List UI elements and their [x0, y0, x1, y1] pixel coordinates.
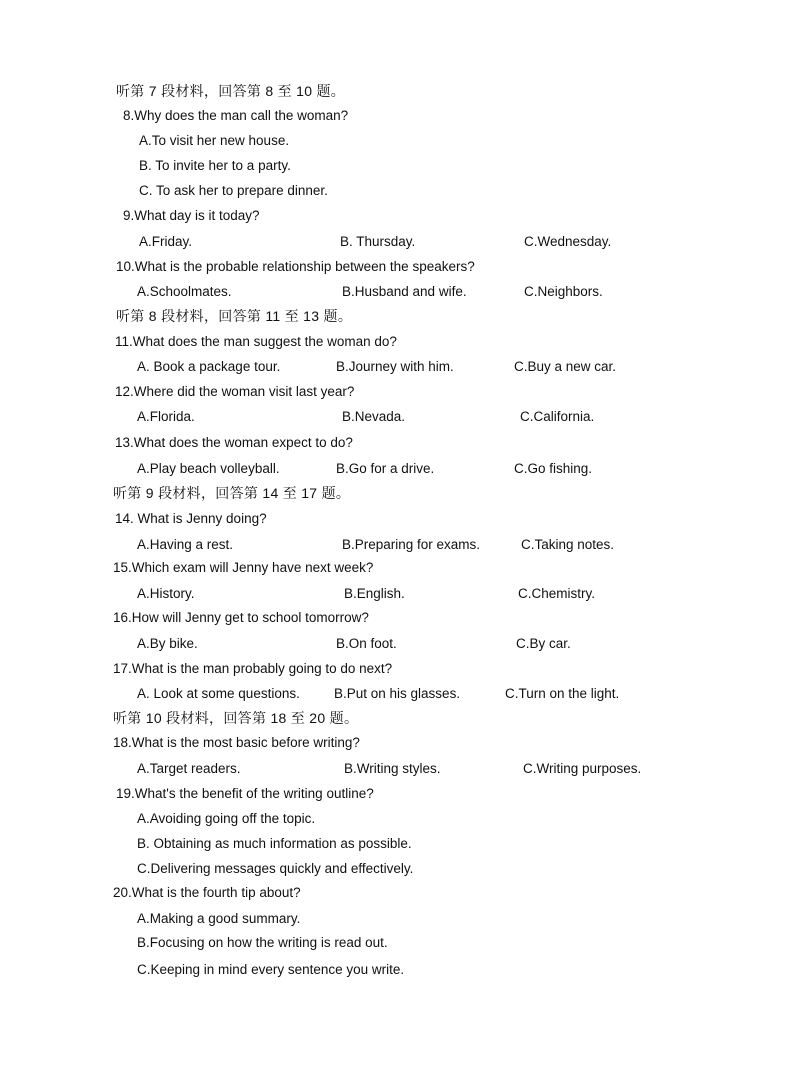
option-10b: B.Husband and wife. — [342, 284, 467, 299]
option-13a: A.Play beach volleyball. — [137, 461, 280, 476]
option-9a: A.Friday. — [139, 234, 193, 249]
option-19b: B. Obtaining as much information as possible. — [137, 836, 412, 851]
option-16b: B.On foot. — [336, 636, 397, 651]
option-20b: B.Focusing on how the writing is read out. — [137, 935, 388, 950]
section-heading: 听第 8 段材料，回答第 11 至 13 题。 — [116, 308, 353, 324]
option-8a: A.To visit her new house. — [139, 133, 290, 148]
option-11b: B.Journey with him. — [336, 359, 454, 374]
option-17c: C.Turn on the light. — [505, 686, 620, 701]
option-10a: A.Schoolmates. — [137, 284, 232, 299]
question-14: 14. What is Jenny doing? — [115, 511, 267, 526]
option-17b: B.Put on his glasses. — [334, 686, 461, 701]
question-20: 20.What is the fourth tip about? — [113, 885, 301, 900]
option-18c: C.Writing purposes. — [523, 761, 642, 776]
option-8c: C. To ask her to prepare dinner. — [139, 183, 328, 198]
option-9c: C.Wednesday. — [524, 234, 612, 249]
option-11a: A. Book a package tour. — [137, 359, 281, 374]
question-19: 19.What's the benefit of the writing outline? — [116, 786, 374, 801]
section-heading: 听第 9 段材料，回答第 14 至 17 题。 — [113, 485, 351, 501]
option-18a: A.Target readers. — [137, 761, 241, 776]
option-16a: A.By bike. — [137, 636, 198, 651]
option-12a: A.Florida. — [137, 409, 195, 424]
option-14b: B.Preparing for exams. — [342, 537, 481, 552]
question-8: 8.Why does the man call the woman? — [123, 108, 349, 123]
question-18: 18.What is the most basic before writing? — [113, 735, 360, 750]
option-15b: B.English. — [344, 586, 405, 601]
option-12c: C.California. — [520, 409, 595, 424]
option-17a: A. Look at some questions. — [137, 686, 300, 701]
option-13c: C.Go fishing. — [514, 461, 593, 476]
option-14c: C.Taking notes. — [521, 537, 615, 552]
option-10c: C.Neighbors. — [524, 284, 603, 299]
question-16: 16.How will Jenny get to school tomorrow? — [113, 610, 369, 625]
option-14a: A.Having a rest. — [137, 537, 234, 552]
option-19a: A.Avoiding going off the topic. — [137, 811, 316, 826]
option-19c: C.Delivering messages quickly and effectively. — [137, 861, 414, 876]
question-11: 11.What does the man suggest the woman do? — [115, 334, 397, 349]
section-heading: 听第 10 段材料，回答第 18 至 20 题。 — [113, 710, 359, 726]
option-18b: B.Writing styles. — [344, 761, 441, 776]
question-12: 12.Where did the woman visit last year? — [115, 384, 355, 399]
option-13b: B.Go for a drive. — [336, 461, 435, 476]
question-17: 17.What is the man probably going to do next? — [113, 661, 393, 676]
option-11c: C.Buy a new car. — [514, 359, 617, 374]
option-15c: C.Chemistry. — [518, 586, 596, 601]
question-15: 15.Which exam will Jenny have next week? — [113, 560, 374, 575]
option-12b: B.Nevada. — [342, 409, 406, 424]
option-9b: B. Thursday. — [340, 234, 416, 249]
question-9: 9.What day is it today? — [123, 208, 260, 223]
option-20a: A.Making a good summary. — [137, 911, 301, 926]
option-16c: C.By car. — [516, 636, 571, 651]
option-20c: C.Keeping in mind every sentence you write. — [137, 962, 405, 977]
section-heading: 听第 7 段材料，回答第 8 至 10 题。 — [116, 83, 346, 99]
option-8b: B. To invite her to a party. — [139, 158, 291, 173]
question-13: 13.What does the woman expect to do? — [115, 435, 353, 450]
question-10: 10.What is the probable relationship between the speakers? — [116, 259, 475, 274]
option-15a: A.History. — [137, 586, 195, 601]
